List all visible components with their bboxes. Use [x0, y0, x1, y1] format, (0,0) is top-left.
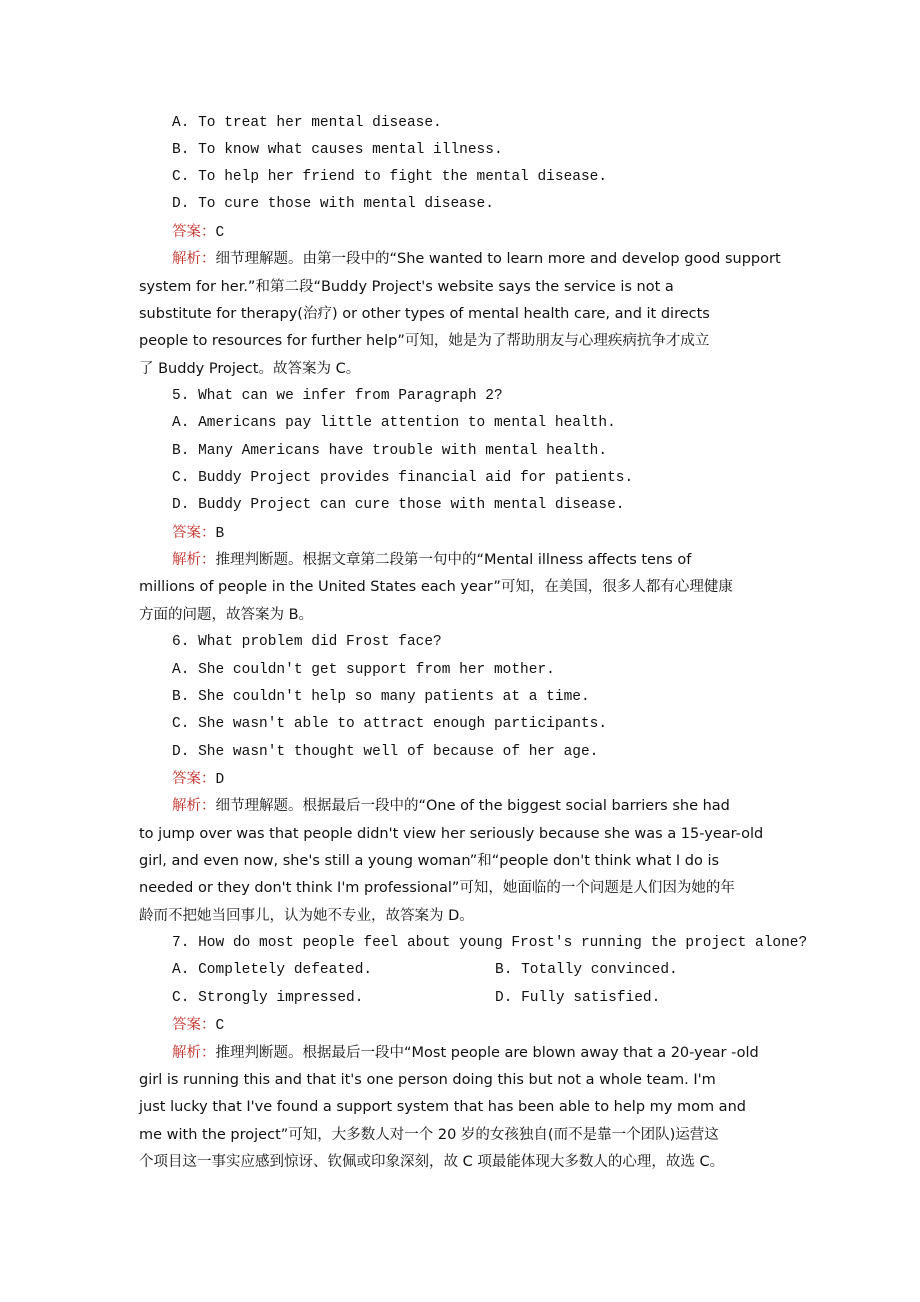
q4-analysis-line-3: substitute for therapy(治疗) or other types of mental health care, and it directs: [139, 306, 710, 322]
q7-option-d: D. Fully satisfied.: [495, 990, 661, 1006]
q6-answer: [172, 769, 224, 789]
q5-question: 5. What can we infer from Paragraph 2?: [172, 388, 503, 404]
q6-analysis-line-3: girl, and even now, she's still a young woman”和“people don't think what I do is: [139, 853, 720, 869]
analysis-label: 解析：: [172, 798, 216, 814]
q5-answer: [172, 523, 224, 543]
answer-label: 答案：: [172, 224, 216, 240]
q6-option-b: B. She couldn't help so many patients at a time.: [172, 689, 590, 705]
analysis-label: 解析：: [172, 552, 216, 568]
q4-option-b: B. To know what causes mental illness.: [172, 142, 503, 158]
q4-analysis-line-2: system for her.”和第二段“Buddy Project's website says the service is not a: [139, 279, 674, 295]
q5-option-c: C. Buddy Project provides financial aid for patients.: [172, 470, 634, 486]
q6-option-c: C. She wasn't able to attract enough participants.: [172, 716, 608, 732]
q5-analysis-line-1: 解析：推理判断题。根据文章第二段第一句中的“Mental illness affects tens of: [172, 552, 692, 568]
q5-analysis-line-3: 方面的问题，故答案为 B。: [139, 607, 314, 623]
analysis-label: 解析：: [172, 1045, 216, 1061]
answer-label: 答案：: [172, 525, 216, 541]
q6-analysis-line-2: to jump over was that people didn't view her seriously because she was a 15-year-old: [139, 826, 764, 842]
answer-value: C: [215, 1018, 225, 1034]
q4-analysis-line-1: 解析：细节理解题。由第一段中的“She wanted to learn more and develop good support: [172, 251, 781, 267]
q4-answer: [172, 222, 224, 242]
answer-value: D: [215, 772, 225, 788]
q7-analysis-line-4: me with the project”可知，大多数人对一个 20 岁的女孩独自(而不是靠一个团队)运营这: [139, 1127, 719, 1143]
q4-option-d: D. To cure those with mental disease.: [172, 196, 494, 212]
q7-answer: [172, 1015, 224, 1035]
q5-option-d: D. Buddy Project can cure those with mental disease.: [172, 497, 625, 513]
answer-value: B: [215, 526, 225, 542]
analysis-label: 解析：: [172, 251, 216, 267]
q6-analysis-line-5: 龄而不把她当回事儿，认为她不专业，故答案为 D。: [139, 908, 474, 924]
q6-option-a: A. She couldn't get support from her mother.: [172, 662, 555, 678]
q5-option-a: A. Americans pay little attention to mental health.: [172, 415, 616, 431]
q5-option-b: B. Many Americans have trouble with mental health.: [172, 443, 608, 459]
q4-analysis-line-5: 了 Buddy Project。故答案为 C。: [139, 361, 361, 377]
q7-option-c: C. Strongly impressed.: [172, 990, 364, 1006]
answer-value: C: [215, 225, 225, 241]
q4-analysis-line-4: people to resources for further help”可知，她是为了帮助朋友与心理疾病抗争才成立: [139, 333, 710, 349]
q7-analysis-line-1: 解析：推理判断题。根据最后一段中“Most people are blown away that a 20-year -old: [172, 1045, 759, 1061]
answer-label: 答案：: [172, 1017, 216, 1033]
q6-option-d: D. She wasn't thought well of because of her age.: [172, 744, 599, 760]
q6-analysis-line-1: 解析：细节理解题。根据最后一段中的“One of the biggest social barriers she had: [172, 798, 730, 814]
answer-label: 答案：: [172, 771, 216, 787]
q7-option-a: A. Completely defeated.: [172, 962, 373, 978]
q5-analysis-line-2: millions of people in the United States each year”可知，在美国，很多人都有心理健康: [139, 579, 733, 595]
q6-analysis-line-4: needed or they don't think I'm professional”可知，她面临的一个问题是人们因为她的年: [139, 880, 735, 896]
q7-analysis-line-5: 个项目这一事实应感到惊讶、钦佩或印象深刻，故 C 项最能体现大多数人的心理，故选 C。: [139, 1154, 725, 1170]
q7-analysis-line-2: girl is running this and that it's one person doing this but not a whole team. I'm: [139, 1072, 716, 1088]
q4-option-a: A. To treat her mental disease.: [172, 115, 442, 131]
q7-analysis-line-3: just lucky that I've found a support system that has been able to help my mom and: [139, 1099, 746, 1115]
q6-question: 6. What problem did Frost face?: [172, 634, 442, 650]
q7-option-b: B. Totally convinced.: [495, 962, 678, 978]
q7-question: 7. How do most people feel about young Frost's running the project alone?: [172, 935, 808, 951]
q4-option-c: C. To help her friend to fight the mental disease.: [172, 169, 608, 185]
